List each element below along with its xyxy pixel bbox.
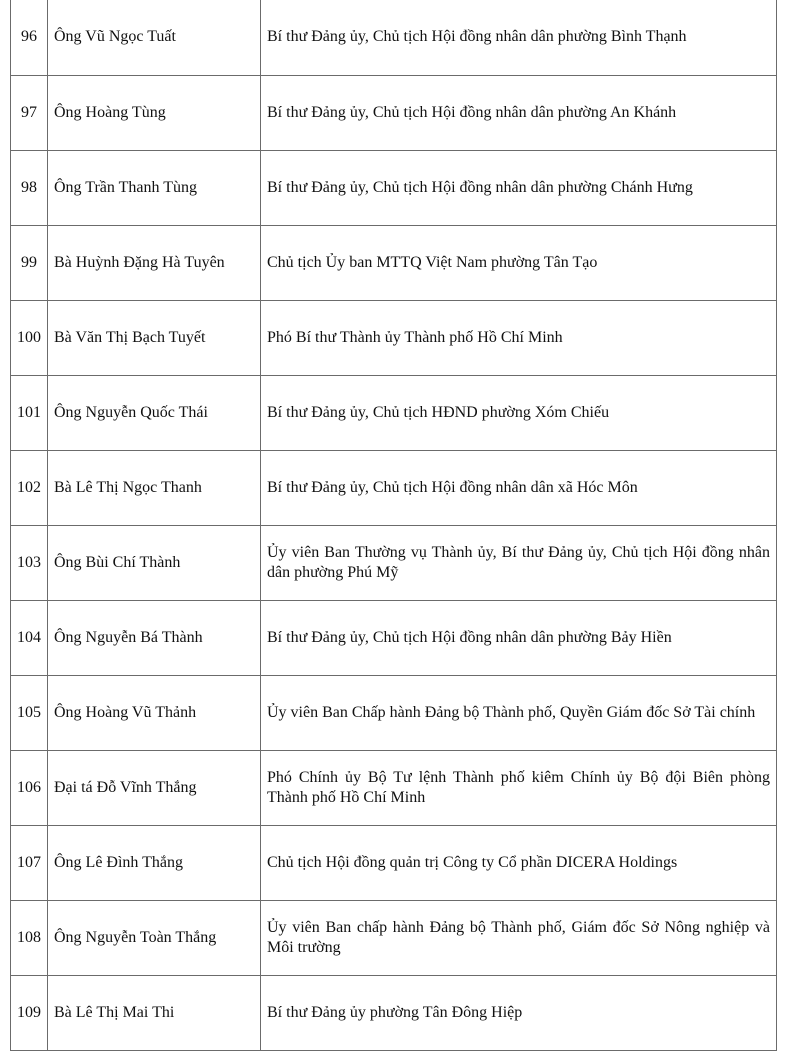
delegate-position: Bí thư Đảng ủy, Chủ tịch Hội đồng nhân dân phường Chánh Hưng: [261, 150, 777, 225]
delegate-position: Chủ tịch Hội đồng quản trị Công ty Cổ phần DICERA Holdings: [261, 825, 777, 900]
table-row: [11, 75, 777, 150]
table-row: [11, 675, 777, 750]
delegate-position: Bí thư Đảng ủy, Chủ tịch Hội đồng nhân dân phường An Khánh: [261, 75, 777, 150]
row-number: 99: [11, 225, 48, 300]
row-number: 105: [11, 675, 48, 750]
delegate-name: Ông Nguyễn Toàn Thắng: [48, 900, 261, 975]
table-row: [11, 900, 777, 975]
delegate-name: Bà Lê Thị Mai Thi: [48, 975, 261, 1050]
delegate-position: Ủy viên Ban Chấp hành Đảng bộ Thành phố, Quyền Giám đốc Sở Tài chính: [261, 675, 777, 750]
delegate-name: Bà Lê Thị Ngọc Thanh: [48, 450, 261, 525]
table-row: [11, 525, 777, 600]
table-row: [11, 150, 777, 225]
delegate-name: Ông Hoàng Vũ Thảnh: [48, 675, 261, 750]
row-number: 97: [11, 75, 48, 150]
delegate-position: Bí thư Đảng ủy, Chủ tịch Hội đồng nhân dân xã Hóc Môn: [261, 450, 777, 525]
row-number: 108: [11, 900, 48, 975]
table-row: [11, 825, 777, 900]
delegate-name: Bà Văn Thị Bạch Tuyết: [48, 300, 261, 375]
delegate-name: Bà Huỳnh Đặng Hà Tuyên: [48, 225, 261, 300]
document-page: [10, 0, 777, 1051]
table-row: [11, 225, 777, 300]
delegate-position: Bí thư Đảng ủy phường Tân Đông Hiệp: [261, 975, 777, 1050]
row-number: 98: [11, 150, 48, 225]
row-number: 104: [11, 600, 48, 675]
delegate-name: Ông Trần Thanh Tùng: [48, 150, 261, 225]
delegate-position: Bí thư Đảng ủy, Chủ tịch Hội đồng nhân dân phường Bình Thạnh: [261, 0, 777, 75]
delegate-name: Ông Vũ Ngọc Tuất: [48, 0, 261, 75]
row-number: 103: [11, 525, 48, 600]
row-number: 109: [11, 975, 48, 1050]
delegate-table: [10, 0, 777, 1051]
delegate-name: Ông Bùi Chí Thành: [48, 525, 261, 600]
row-number: 101: [11, 375, 48, 450]
table-row: [11, 0, 777, 75]
row-number: 102: [11, 450, 48, 525]
table-row: [11, 975, 777, 1050]
delegate-name: Ông Hoàng Tùng: [48, 75, 261, 150]
delegate-position: Phó Chính ủy Bộ Tư lệnh Thành phố kiêm Chính ủy Bộ đội Biên phòng Thành phố Hồ Chí Minh: [261, 750, 777, 825]
row-number: 100: [11, 300, 48, 375]
row-number: 96: [11, 0, 48, 75]
delegate-name: Đại tá Đỗ Vĩnh Thắng: [48, 750, 261, 825]
delegate-position: Chủ tịch Ủy ban MTTQ Việt Nam phường Tân Tạo: [261, 225, 777, 300]
delegate-position: Phó Bí thư Thành ủy Thành phố Hồ Chí Minh: [261, 300, 777, 375]
row-number: 106: [11, 750, 48, 825]
delegate-table-body: [11, 0, 777, 1050]
delegate-name: Ông Lê Đình Thắng: [48, 825, 261, 900]
delegate-position: Bí thư Đảng ủy, Chủ tịch HĐND phường Xóm Chiếu: [261, 375, 777, 450]
delegate-position: Ủy viên Ban Thường vụ Thành ủy, Bí thư Đảng ủy, Chủ tịch Hội đồng nhân dân phường Phú Mỹ: [261, 525, 777, 600]
delegate-position: Ủy viên Ban chấp hành Đảng bộ Thành phố, Giám đốc Sở Nông nghiệp và Môi trường: [261, 900, 777, 975]
delegate-name: Ông Nguyễn Bá Thành: [48, 600, 261, 675]
table-row: [11, 450, 777, 525]
delegate-name: Ông Nguyễn Quốc Thái: [48, 375, 261, 450]
table-row: [11, 375, 777, 450]
row-number: 107: [11, 825, 48, 900]
table-row: [11, 750, 777, 825]
delegate-position: Bí thư Đảng ủy, Chủ tịch Hội đồng nhân dân phường Bảy Hiền: [261, 600, 777, 675]
table-row: [11, 600, 777, 675]
table-row: [11, 300, 777, 375]
